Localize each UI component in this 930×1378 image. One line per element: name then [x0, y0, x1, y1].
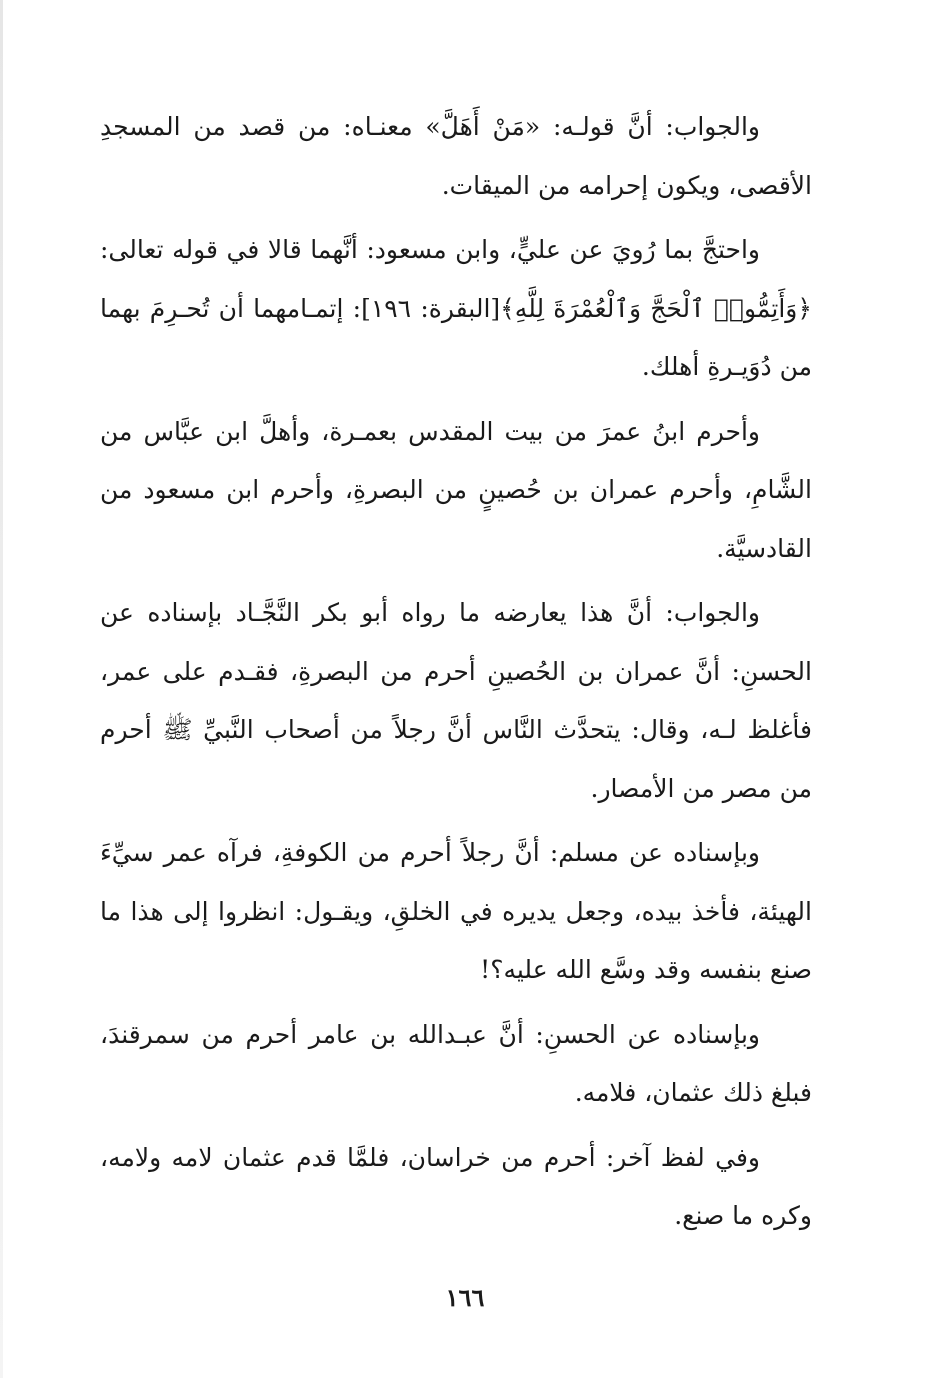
paragraph-companions-ihram: وأحرم ابنُ عمرَ من بيت المقدس بعمـرة، وأهلَّ ابن عبَّاس من الشَّامِ، وأحرم عمران بن حُصينٍ من البصرةِ، وأحرم ابن مسعود من القادسيَّة.: [100, 416, 812, 563]
paragraph-answer-najjad: والجواب: أنَّ هذا يعارضه ما رواه أبو بكر النَّجَّـاد بإسناده عن الحسنِ: أنَّ عمران بن الحُصينِ أحرم من البصرةِ، فقـدم على عمر، فأغلظ لـه، وقال: يتحدَّث النَّاس أنَّ رجلاً من أصحاب النَّبيِّ ﷺ أحرم من مصر من الأمصار.: [100, 598, 812, 803]
paragraph-answer-ihlal: والجواب: أنَّ قولـه: «مَنْ أَهَلَّ» معنـاه: من قصد من المسجدِ الأقصى، ويكون إحرامه من الميقات.: [100, 112, 812, 200]
paragraph-muslim-kufa: وبإسناده عن مسلم: أنَّ رجلاً أحرم من الكوفةِ، فرآه عمر سيِّءَ الهيئة، فأخذ بيده، وجعل يديره في الخلقِ، ويقـول: انظروا إلى هذا ما صنع بنفسه وقد وسَّع الله عليه؟!: [100, 838, 812, 984]
paragraph-argument-ali-ibn-masud: واحتجَّ بما رُويَ عن عليٍّ، وابن مسعود: أنَّهما قالا في قوله تعالى: ﴿وَأَتِمُّوا۟ ٱلْحَجَّ وَٱلْعُمْرَةَ لِلَّهِ﴾[البقرة: ١٩٦]: إتمـامهما أن تُحـرِمَ بهما من دُوَيـرةِ أهلك.: [100, 235, 812, 381]
paragraph-hasan-samarqand: وبإسناده عن الحسنِ: أنَّ عبـدالله بن عامر أحرم من سمرقندَ، فبلغ ذلك عثمان، فلامه.: [100, 1019, 812, 1107]
page-edge-shadow: [0, 0, 3, 1378]
body-text: [100, 98, 812, 1252]
page-number: ١٦٦: [445, 1283, 485, 1312]
paragraph-khurasan: وفي لفظ آخر: أحرم من خراسان، فلمَّا قدم عثمان لامه ولامه، وكره ما صنع.: [100, 1142, 812, 1230]
